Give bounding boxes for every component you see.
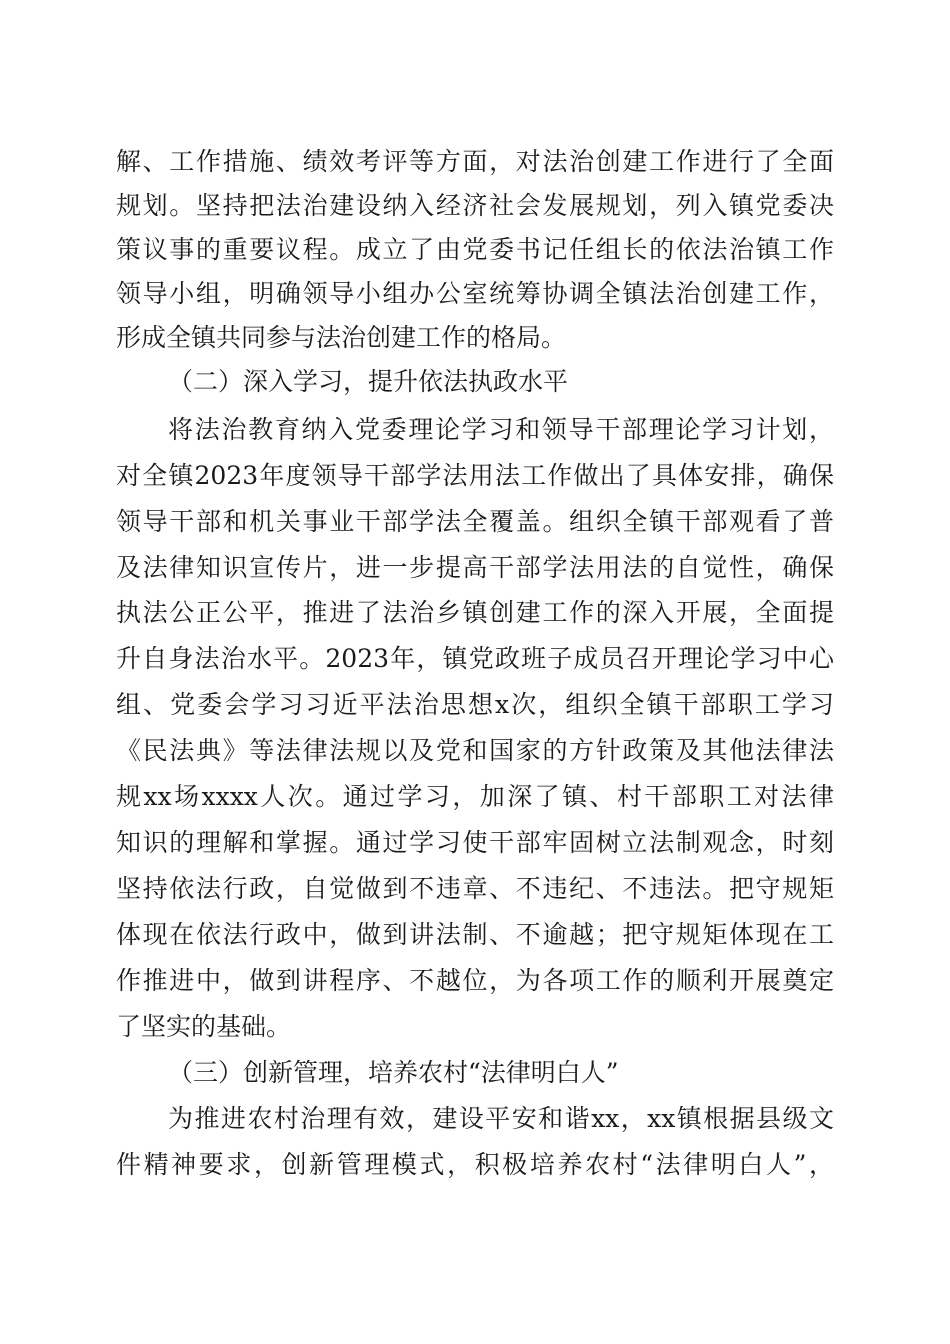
paragraph-line: 领导干部和机关事业干部学法全覆盖。组织全镇干部观看了普 <box>116 507 834 536</box>
section-heading: （二）深入学习，提升依法执政水平 <box>168 367 569 396</box>
paragraph-line: 《民法典》等法律法规以及党和国家的方针政策及其他法律法 <box>116 736 834 765</box>
paragraph-line: 规xx场xxxx人次。通过学习，加深了镇、村干部职工对法律 <box>116 782 834 811</box>
paragraph-line: 规划。坚持把法治建设纳入经济社会发展规划，列入镇党委决 <box>116 191 834 220</box>
section-heading: （三）创新管理，培养农村“法律明白人” <box>168 1058 619 1087</box>
paragraph-line: 体现在依法行政中，做到讲法制、不逾越；把守规矩体现在工 <box>116 920 834 949</box>
paragraph-line: 知识的理解和掌握。通过学习使干部牢固树立法制观念，时刻 <box>116 828 834 857</box>
paragraph-line: 形成全镇共同参与法治创建工作的格局。 <box>116 323 567 352</box>
paragraph-line: 作推进中，做到讲程序、不越位，为各项工作的顺利开展奠定 <box>116 966 834 995</box>
paragraph-line: 执法公正公平，推进了法治乡镇创建工作的深入开展，全面提 <box>116 598 834 627</box>
paragraph-line: 将法治教育纳入党委理论学习和领导干部理论学习计划， <box>168 415 834 444</box>
paragraph-line: 坚持依法行政，自觉做到不违章、不违纪、不违法。把守规矩 <box>116 874 834 903</box>
paragraph-line: 对全镇2023年度领导干部学法用法工作做出了具体安排，确保 <box>116 461 834 490</box>
paragraph-line: 升自身法治水平。2023年，镇党政班子成员召开理论学习中心 <box>116 644 834 673</box>
paragraph-line: 组、党委会学习习近平法治思想x次，组织全镇干部职工学习 <box>116 690 834 719</box>
paragraph-line: 为推进农村治理有效，建设平安和谐xx，xx镇根据县级文 <box>168 1104 834 1133</box>
paragraph-line: 策议事的重要议程。成立了由党委书记任组长的依法治镇工作 <box>116 235 834 264</box>
paragraph-line: 及法律知识宣传片，进一步提高干部学法用法的自觉性，确保 <box>116 553 834 582</box>
paragraph-line: 解、工作措施、绩效考评等方面，对法治创建工作进行了全面 <box>116 147 834 176</box>
paragraph-line: 件精神要求，创新管理模式，积极培养农村“法律明白人”， <box>116 1150 834 1179</box>
paragraph-line: 领导小组，明确领导小组办公室统筹协调全镇法治创建工作， <box>116 279 834 308</box>
paragraph-line: 了坚实的基础。 <box>116 1012 292 1041</box>
